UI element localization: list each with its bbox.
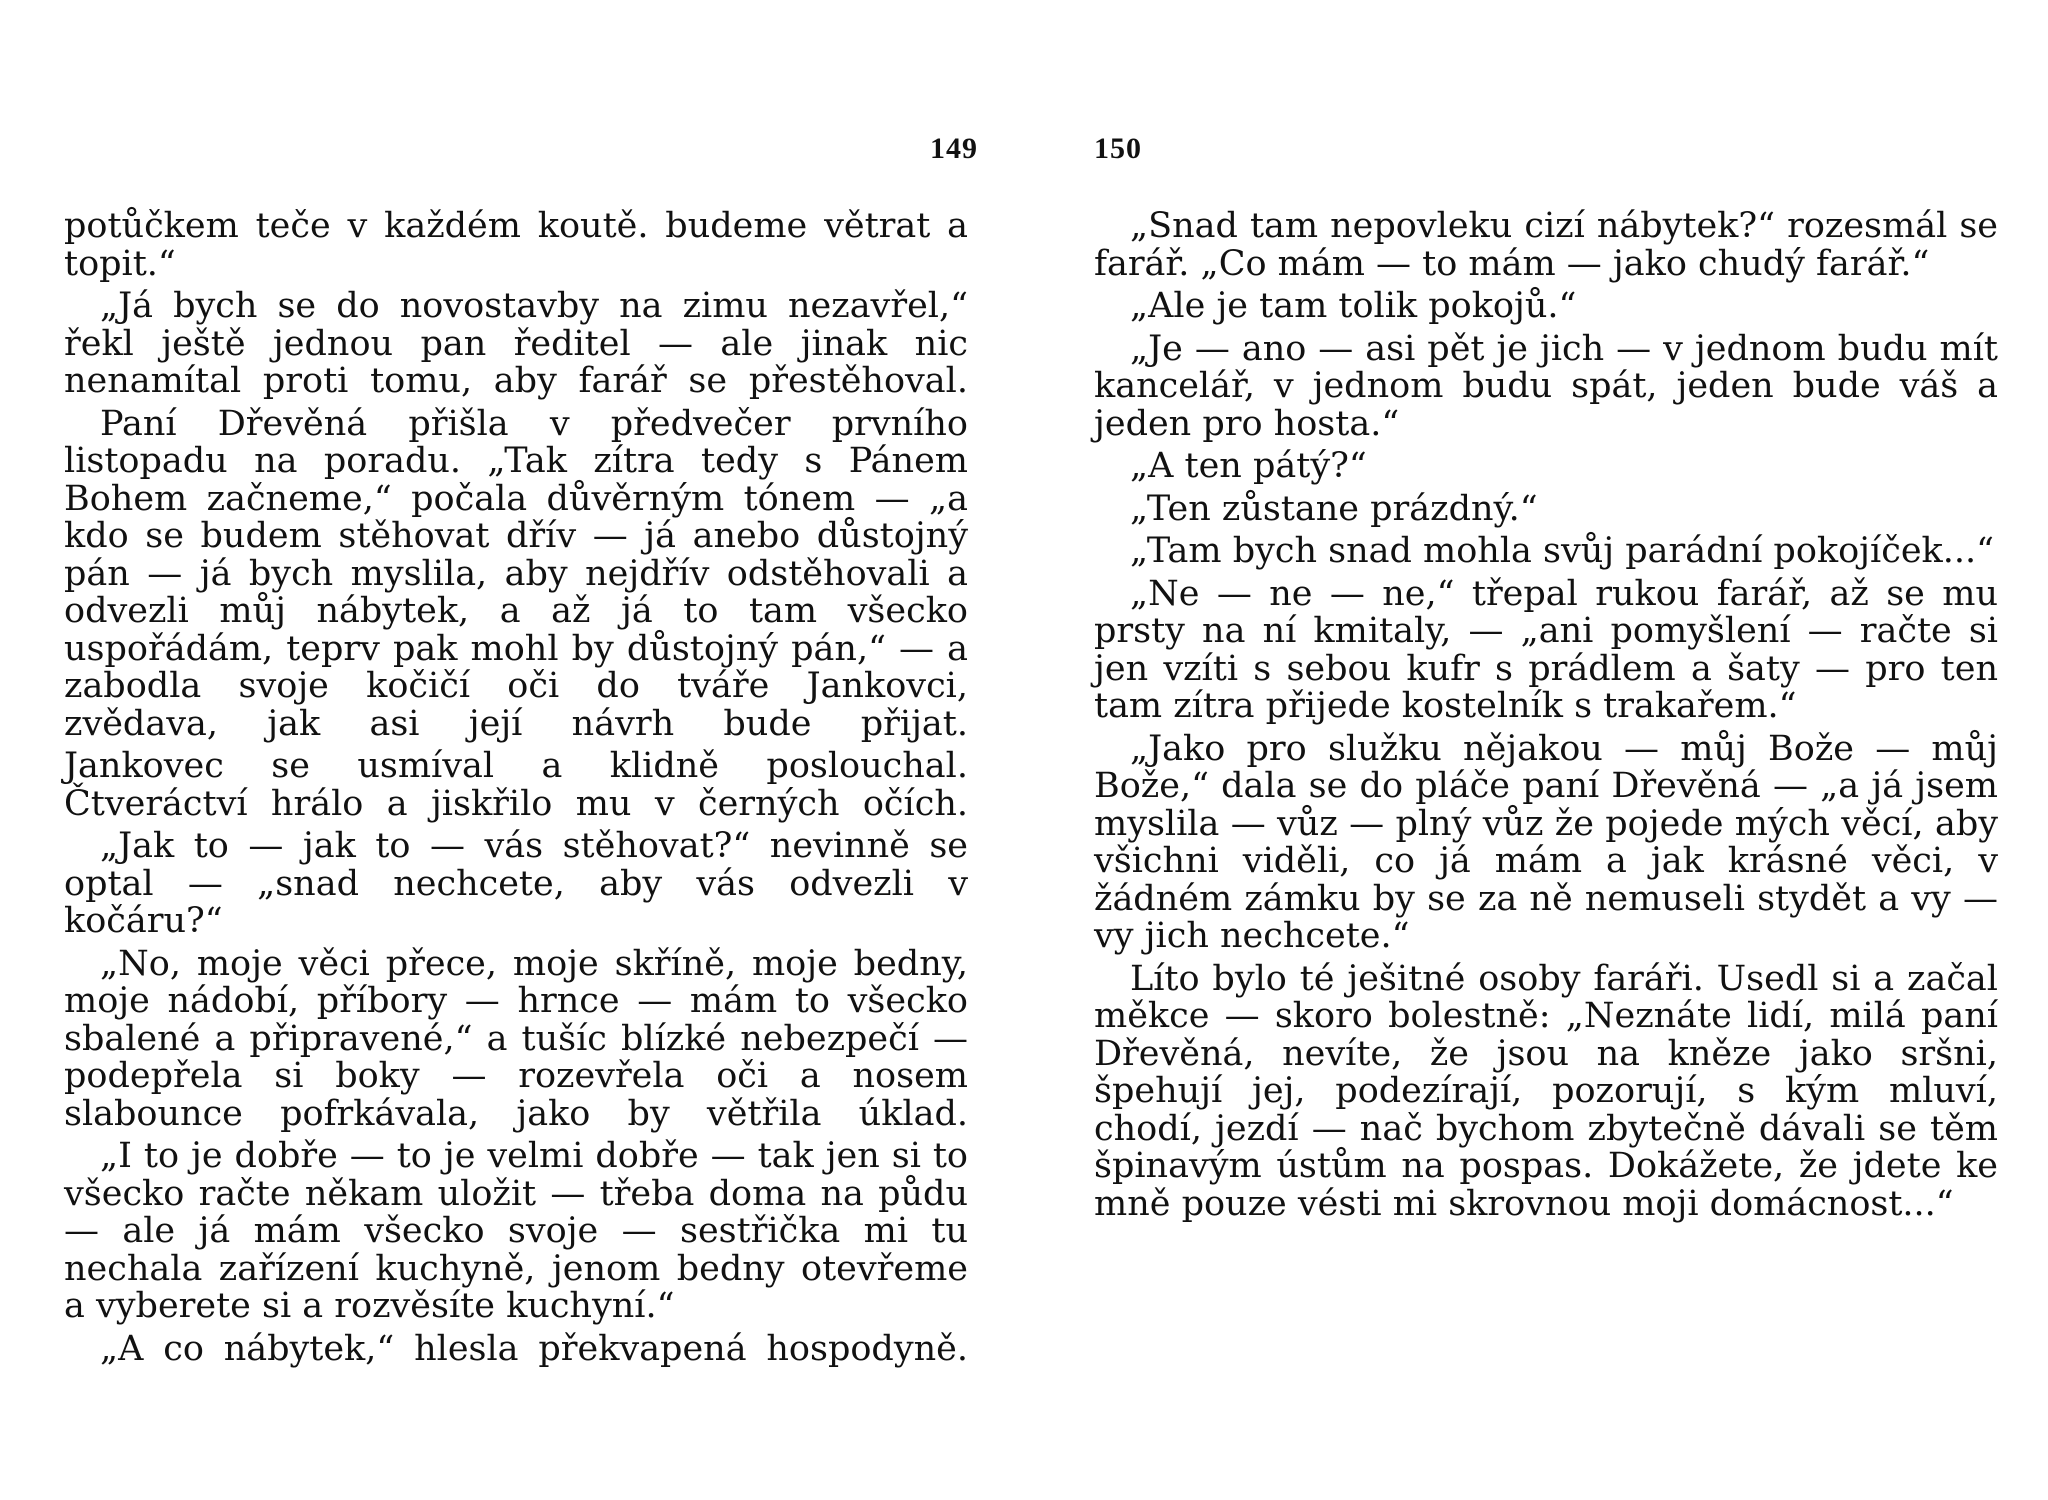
right-page-text — [1094, 208, 1998, 1228]
page-number-right: 150 — [1094, 132, 1142, 165]
paragraph: „A ten pátý?“ — [1130, 446, 1367, 486]
left-page-text — [64, 208, 968, 1373]
paragraph: „No, moje věci přece, moje skříně, moje bedny, moje nádobí, příbory — hrnce — mám to všecko sbalené a připravené,“ a tušíc blízké nebezpečí — podepřela si boky — rozevřela oči a nosem slabounce pofrkávala, jako by větřila úklad. — [64, 943, 968, 1134]
page-number-left: 149 — [930, 132, 978, 165]
paragraph: „Ne — ne — ne,“ třepal rukou farář, až se mu prsty na ní kmitaly, — „ani pomyšlení — račte si jen vzíti s sebou kufr s prádlem a šaty — pro ten tam zítra přijede kostelník s trakařem.“ — [1094, 573, 1998, 726]
paragraph: potůčkem teče v každém koutě. budeme větrat a topit.“ — [64, 206, 968, 284]
paragraph: „Tam bych snad mohla svůj parádní pokojíček...“ — [1130, 531, 1995, 571]
paragraph: „Jako pro služku nějakou — můj Bože — můj Bože,“ dala se do pláče paní Dřevěná — „a já jsem myslila — vůz — plný vůz že pojede mých věcí, aby všichni viděli, co já mám a jak krásné věci, v žádném zámku by se za ně nemuseli stydět a vy — vy jich nechcete.“ — [1094, 728, 1998, 956]
paragraph: „I to je dobře — to je velmi dobře — tak jen si to všecko račte někam uložit — třeba doma na půdu — ale já mám všecko svoje — sestřička mi tu nechala zařízení kuchyně, jenom bedny otevřeme a vyberete si a rozvěsíte kuchyní.“ — [64, 1136, 968, 1326]
paragraph: „Ten zůstane prázdný.“ — [1130, 488, 1538, 529]
paragraph: „A co nábytek,“ hlesla překvapená hospodyně. — [100, 1328, 968, 1369]
paragraph: „Je — ano — asi pět je jich — v jednom budu mít kancelář, v jednom budu spát, jeden bude váš a jeden pro hosta.“ — [1094, 328, 1998, 444]
paragraph: Jankovec se usmíval a klidně poslouchal. Čtveráctví hrálo a jiskřilo mu v černých očích. — [64, 746, 968, 824]
paragraph: Líto bylo té ješitné osoby faráři. Usedl si a začal měkce — skoro bolestně: „Neznáte lidí, milá paní Dřevěná, nevíte, že jsou na kněze jako sršni, špehují jej, podezírají, pozorují, s kým mluví, chodí, jezdí — nač bychom zbytečně dávali se těm špinavým ústům na pospas. Dokážete, že jdete ke mně pouze vésti mi skrovnou moji domácnost...“ — [1094, 958, 1998, 1224]
paragraph: „Já bych se do novostavby na zimu nezavřel,“ řekl ještě jednou pan ředitel — ale jinak nic nenamítal proti tomu, aby farář se přestěhoval. — [64, 286, 968, 401]
paragraph: „Snad tam nepovleku cizí nábytek?“ rozesmál se farář. „Co mám — to mám — jako chudý farář.“ — [1094, 206, 1998, 284]
paragraph: „Jak to — jak to — vás stěhovat?“ nevinně se optal — „snad nechcete, aby vás odvezli v kočáru?“ — [64, 826, 968, 941]
paragraph: Paní Dřevěná přišla v předvečer prvního listopadu na poradu. „Tak zítra tedy s Pánem Bohem začneme,“ počala důvěrným tónem — „a kdo se budem stěhovat dřív — já anebo důstojný pán — já bych myslila, aby nejdřív odstěhovali a odvezli můj nábytek, a až já to tam všecko uspořádám, teprv pak mohl by důstojný pán,“ — a zabodla svoje kočičí oči do tváře Jankovci, zvědava, jak asi její návrh bude přijat. — [64, 403, 968, 744]
paragraph: „Ale je tam tolik pokojů.“ — [1130, 286, 1577, 326]
